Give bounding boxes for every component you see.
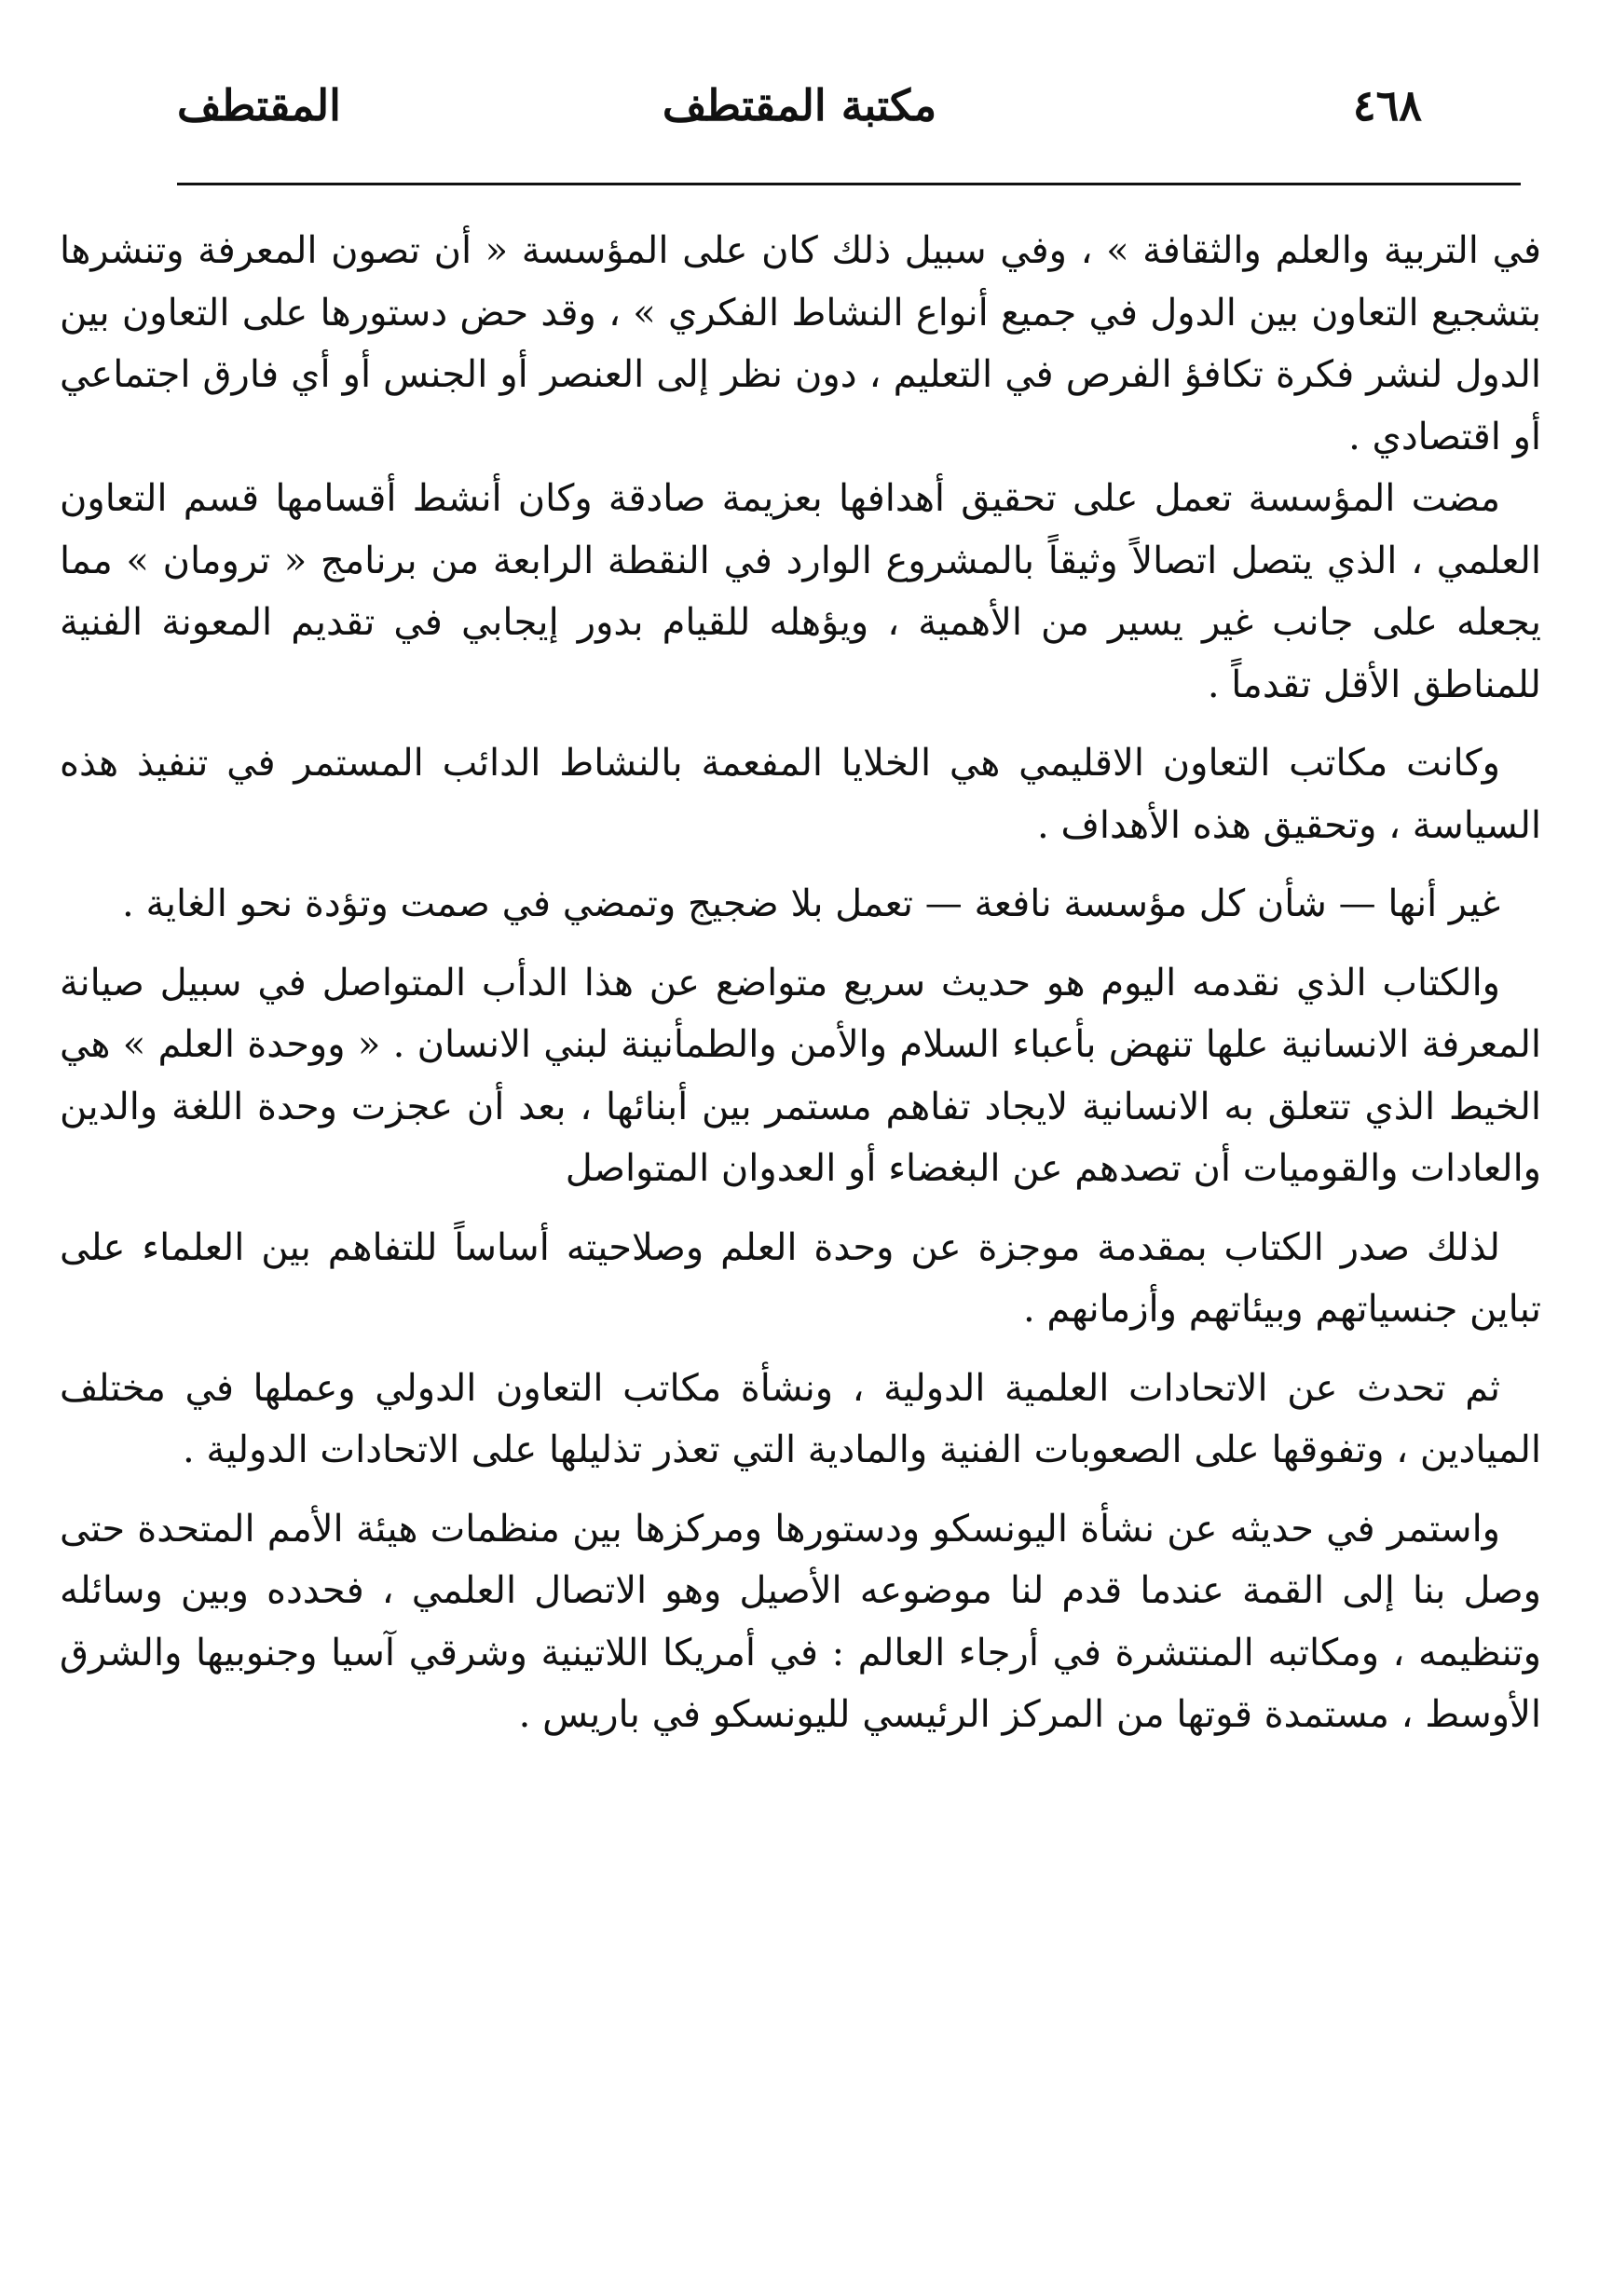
paragraph: والكتاب الذي نقدمه اليوم هو حديث سريع متواضع عن هذا الدأب المتواصل في سبيل صيانة المعرفة الانسانية علها تنهض بأعباء السلام والأمن والطمأنينة لبني الانسان . « ووحدة العلم » هي الخيط الذي تتعلق به الانسانية لايجاد تفاهم مستمر بين أبنائها ، بعد أن عجزت وحدة اللغة والدين والعادات والقوميات أن تصدهم عن البغضاء أو العدوان المتواصل xyxy=(60,961,1541,1190)
paragraph: وكانت مكاتب التعاون الاقليمي هي الخلايا المفعمة بالنشاط الدائب المستمر في تنفيذ هذه السياسة ، وتحقيق هذه الأهداف . xyxy=(60,742,1541,847)
paragraph: غير أنها — شأن كل مؤسسة نافعة — تعمل بلا ضجيج وتمضي في صمت وتؤدة نحو الغاية . xyxy=(122,882,1500,925)
article-body xyxy=(60,220,1541,1746)
header-rule xyxy=(177,183,1521,185)
paragraph: في التربية والعلم والثقافة » ، وفي سبيل ذلك كان على المؤسسة « أن تصون المعرفة وتنشرها بتشجيع التعاون بين الدول في جميع أنواع النشاط الفكري » ، وقد حض دستورها على التعاون بين الدول لنشر فكرة تكافؤ الفرص في التعليم ، دون نظر إلى العنصر أو الجنس أو أي فارق اجتماعي أو اقتصادي . xyxy=(60,229,1541,458)
paragraph: ثم تحدث عن الاتحادات العلمية الدولية ، ونشأة مكاتب التعاون الدولي وعملها في مختلف الميادين ، وتفوقها على الصعوبات الفنية والمادية التي تعذر تذليلها على الاتحادات الدولية . xyxy=(60,1366,1541,1471)
section-title: مكتبة المقتطف xyxy=(662,80,937,130)
page-number: ٤٦٨ xyxy=(1352,80,1422,130)
running-head xyxy=(177,73,1422,138)
paragraph: واستمر في حديثه عن نشأة اليونسكو ودستورها ومركزها بين منظمات هيئة الأمم المتحدة حتى وصل بنا إلى القمة عندما قدم لنا موضوعه الأصيل وهو الاتصال العلمي ، فحدده وبين وسائله وتنظيمه ، ومكاتبه المنتشرة في أرجاء العالم : في أمريكا اللاتينية وشرقي آسيا وجنوبيها والشرق الأوسط ، مستمدة قوتها من المركز الرئيسي لليونسكو في باريس . xyxy=(60,1507,1542,1736)
journal-title: المقتطف xyxy=(177,80,341,130)
paragraph: مضت المؤسسة تعمل على تحقيق أهدافها بعزيمة صادقة وكان أنشط أقسامها قسم التعاون العلمي ، الذي يتصل اتصالاً وثيقاً بالمشروع الوارد في النقطة الرابعة من برنامج « ترومان » مما يجعله على جانب غير يسير من الأهمية ، ويؤهله للقيام بدور إيجابي في تقديم المعونة الفنية للمناطق الأقل تقدماً . xyxy=(60,477,1541,706)
paragraph: لذلك صدر الكتاب بمقدمة موجزة عن وحدة العلم وصلاحيته أساساً للتفاهم بين العلماء على تباين جنسياتهم وبيئاتهم وأزمانهم . xyxy=(60,1225,1541,1331)
